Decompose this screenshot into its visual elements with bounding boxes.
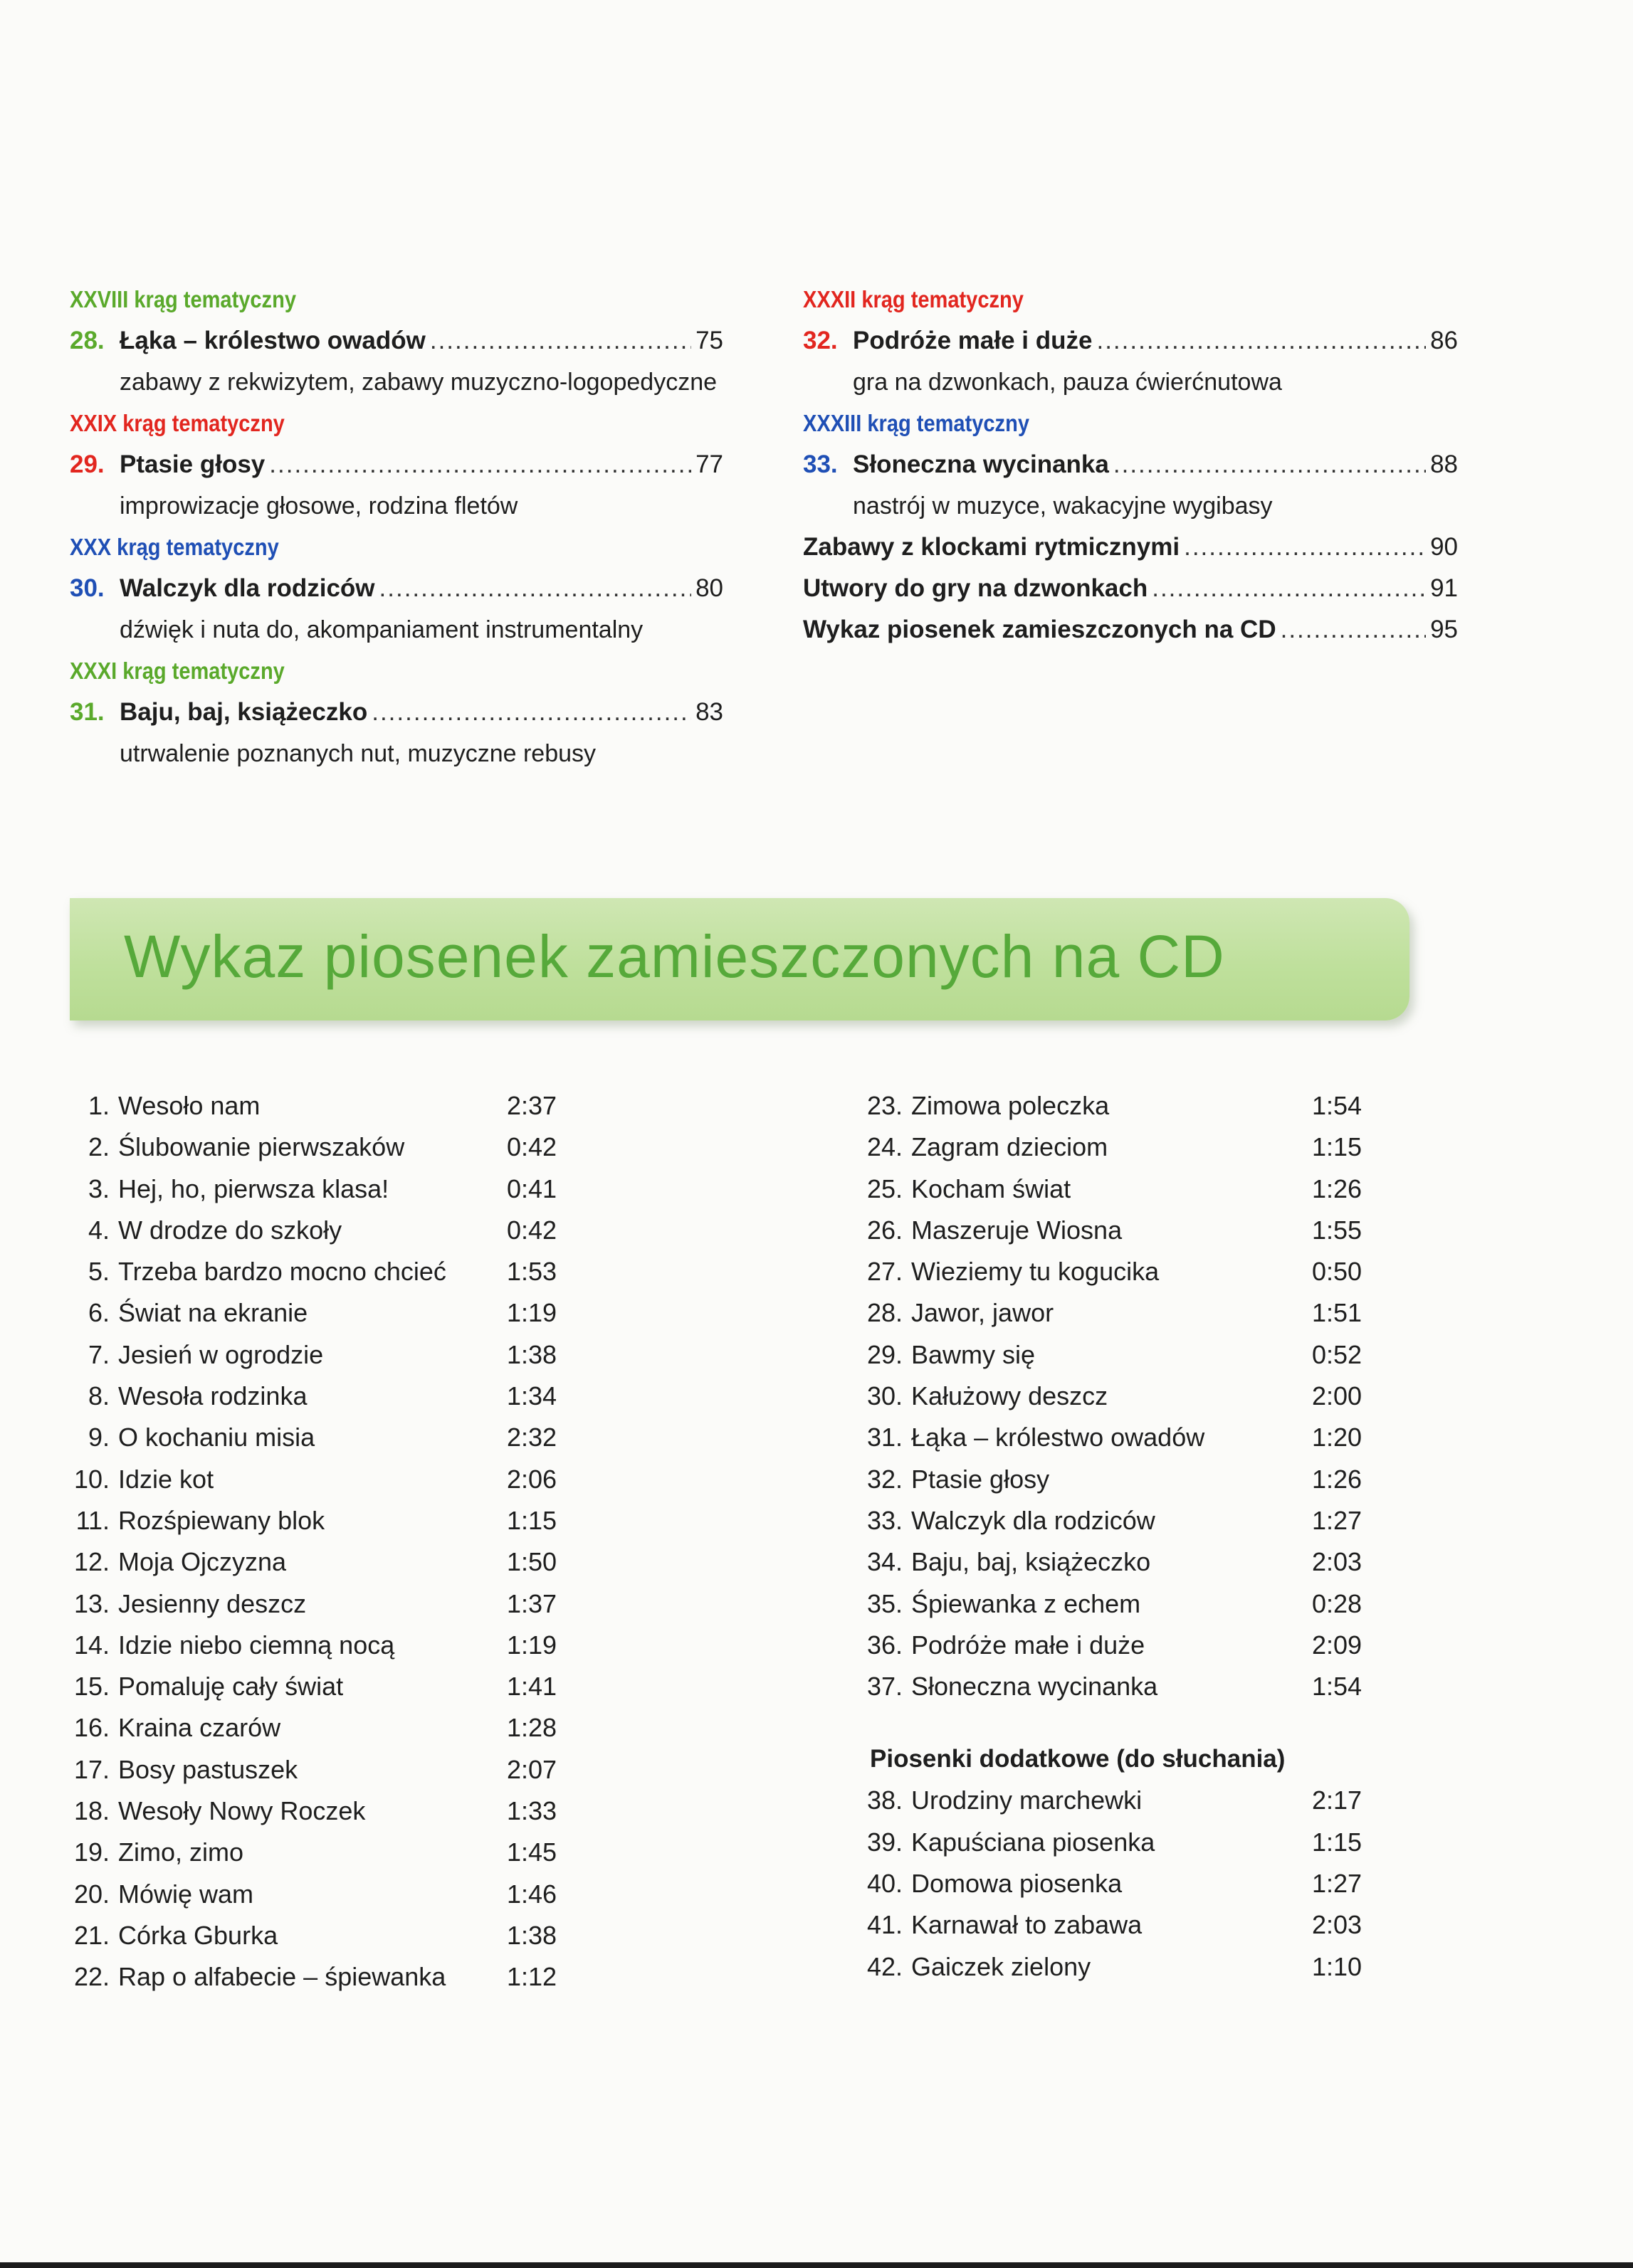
song-number: 10. (73, 1464, 110, 1494)
song-title: Idzie kot (118, 1464, 214, 1494)
page-number: 77 (695, 450, 723, 478)
page-number: 80 (695, 574, 723, 602)
song-number: 33. (866, 1505, 903, 1535)
song-title: W drodze do szkoły (118, 1215, 342, 1245)
song-number: 2. (88, 1132, 110, 1162)
song-row (68, 1541, 581, 1583)
song-duration: 0:42 (507, 1215, 557, 1245)
song-duration: 1:53 (507, 1257, 557, 1287)
song-row (68, 1874, 581, 1915)
song-title: Urodziny marchewki (911, 1786, 1143, 1815)
song-row (68, 1625, 581, 1666)
song-duration: 1:33 (507, 1796, 557, 1826)
toc-left-column (70, 279, 723, 774)
toc-entry (70, 568, 723, 609)
song-number: 21. (73, 1920, 110, 1950)
dot-leader (430, 320, 691, 362)
lesson-number: 31. (70, 698, 105, 726)
song-duration: 1:27 (1312, 1505, 1362, 1535)
song-title: Wesoły Nowy Roczek (118, 1796, 366, 1826)
banner-title: Wykaz piosenek zamieszczonych na CD (124, 923, 1225, 990)
song-row (846, 1334, 1387, 1376)
toc-entry (803, 320, 1458, 362)
song-row (68, 1251, 581, 1292)
toc-extra-entry (803, 527, 1458, 568)
song-list-left (68, 1085, 581, 1998)
song-title: Bawmy się (911, 1339, 1036, 1369)
song-number: 23. (866, 1091, 903, 1120)
theme-circle-heading: XXXII krąg tematyczny (803, 286, 1024, 312)
song-title: Zagram dzieciom (911, 1132, 1108, 1162)
song-row (68, 1707, 581, 1749)
song-duration: 1:41 (507, 1672, 557, 1702)
song-number: 15. (73, 1672, 110, 1702)
toc-right-sections (803, 279, 1458, 527)
song-title: Wesoło nam (118, 1091, 261, 1120)
song-row (846, 1625, 1387, 1666)
song-duration: 1:15 (507, 1505, 557, 1535)
song-title: Jesienny deszcz (118, 1588, 307, 1618)
song-title: Kraina czarów (118, 1713, 281, 1743)
song-duration: 1:10 (1312, 1951, 1362, 1981)
lesson-description: zabawy z rekwizytem, zabawy muzyczno-logopedyczne (120, 369, 718, 396)
song-number: 34. (866, 1547, 903, 1577)
lesson-number: 28. (70, 327, 105, 354)
song-title: Mówię wam (118, 1879, 254, 1909)
song-title: Hej, ho, pierwsza klasa! (118, 1173, 389, 1203)
song-row (68, 1666, 581, 1707)
song-title: Rozśpiewany blok (118, 1505, 325, 1535)
song-number: 18. (73, 1796, 110, 1826)
song-row (846, 1417, 1387, 1458)
song-title: Jesień w ogrodzie (118, 1339, 324, 1369)
song-number: 27. (866, 1257, 903, 1287)
song-title: Ptasie głosy (911, 1464, 1050, 1494)
toc-entry (803, 444, 1458, 485)
song-number: 22. (73, 1962, 110, 1992)
song-row (68, 1417, 581, 1458)
song-row (68, 1169, 581, 1210)
song-row (68, 1127, 581, 1168)
song-number: 38. (866, 1786, 903, 1815)
toc-extra-entry (803, 609, 1458, 650)
song-title: Córka Gburka (118, 1920, 278, 1950)
lesson-title: Podróże małe i duże (853, 327, 1093, 354)
page-bottom-edge (0, 2262, 1633, 2268)
song-duration: 1:37 (507, 1588, 557, 1618)
song-list-banner (70, 898, 1409, 1020)
song-duration: 1:34 (507, 1381, 557, 1411)
song-duration: 1:38 (507, 1339, 557, 1369)
song-title: Gaiczek zielony (911, 1951, 1091, 1981)
lesson-number: 33. (803, 450, 838, 478)
dot-leader (1096, 320, 1426, 362)
song-number: 39. (866, 1827, 903, 1857)
toc-entry (70, 692, 723, 733)
song-title: Moja Ojczyzna (118, 1547, 287, 1577)
song-row (846, 1583, 1387, 1625)
song-duration: 0:50 (1312, 1257, 1362, 1287)
song-number: 24. (866, 1132, 903, 1162)
song-number: 5. (88, 1257, 110, 1287)
song-row (846, 1946, 1387, 1988)
song-number: 40. (866, 1869, 903, 1899)
page-number: 95 (1430, 616, 1458, 643)
toc-extra-entries (803, 527, 1458, 650)
song-row (68, 1085, 581, 1127)
lesson-number: 29. (70, 450, 105, 478)
song-number: 9. (88, 1423, 110, 1452)
song-title: Słoneczna wycinanka (911, 1672, 1158, 1702)
theme-circle-heading: XXXI krąg tematyczny (70, 658, 285, 684)
page-number: 90 (1430, 533, 1458, 561)
dot-leader (1281, 609, 1426, 650)
song-number: 20. (73, 1879, 110, 1909)
song-number: 7. (88, 1339, 110, 1369)
song-row (846, 1666, 1387, 1707)
song-duration: 1:46 (507, 1879, 557, 1909)
song-duration: 0:28 (1312, 1588, 1362, 1618)
song-duration: 1:19 (507, 1298, 557, 1328)
song-row (68, 1956, 581, 1998)
song-title: Bosy pastuszek (118, 1754, 298, 1784)
song-title: Łąka – królestwo owadów (911, 1423, 1205, 1452)
dot-leader (1152, 568, 1426, 609)
song-number: 1. (88, 1091, 110, 1120)
song-number: 14. (73, 1630, 110, 1660)
song-title: Zimowa poleczka (911, 1091, 1110, 1120)
song-duration: 0:41 (507, 1173, 557, 1203)
song-number: 12. (73, 1547, 110, 1577)
song-number: 26. (866, 1215, 903, 1245)
song-title: Świat na ekranie (118, 1298, 308, 1328)
song-number: 30. (866, 1381, 903, 1411)
song-row (68, 1292, 581, 1334)
song-row (846, 1169, 1387, 1210)
lesson-description: improwizacje głosowe, rodzina fletów (120, 492, 518, 519)
page-number: 91 (1430, 574, 1458, 602)
song-title: Kocham świat (911, 1173, 1071, 1203)
song-list-right (846, 1085, 1387, 1988)
song-row (846, 1210, 1387, 1251)
song-duration: 1:19 (507, 1630, 557, 1660)
song-duration: 1:45 (507, 1837, 557, 1867)
song-duration: 2:03 (1312, 1910, 1362, 1940)
song-row (846, 1251, 1387, 1292)
song-list-extra (846, 1780, 1387, 1987)
song-number: 11. (75, 1505, 110, 1535)
dot-leader (1184, 527, 1426, 568)
section-title: Utwory do gry na dzwonkach (803, 574, 1148, 602)
song-number: 19. (73, 1837, 110, 1867)
song-duration: 1:26 (1312, 1464, 1362, 1494)
lesson-title: Baju, baj, książeczko (120, 698, 368, 726)
song-duration: 1:50 (507, 1547, 557, 1577)
song-row (68, 1500, 581, 1541)
lesson-title: Słoneczna wycinanka (853, 450, 1109, 478)
lesson-title: Łąka – królestwo owadów (120, 327, 426, 354)
section-title: Zabawy z klockami rytmicznymi (803, 533, 1180, 561)
page-number: 86 (1430, 327, 1458, 354)
song-title: Wieziemy tu kogucika (911, 1257, 1160, 1287)
song-row (846, 1780, 1387, 1821)
song-title: Maszeruje Wiosna (911, 1215, 1123, 1245)
song-duration: 1:54 (1312, 1672, 1362, 1702)
dot-leader (372, 692, 691, 733)
song-number: 17. (73, 1754, 110, 1784)
song-duration: 1:20 (1312, 1423, 1362, 1452)
song-row (846, 1376, 1387, 1417)
song-duration: 2:07 (507, 1754, 557, 1784)
lesson-description: dźwięk i nuta do, akompaniament instrumentalny (120, 616, 644, 643)
song-number: 29. (866, 1339, 903, 1369)
song-duration: 1:26 (1312, 1173, 1362, 1203)
song-title: Wesoła rodzinka (118, 1381, 308, 1411)
song-number: 31. (866, 1423, 903, 1452)
song-title: Baju, baj, książeczko (911, 1547, 1151, 1577)
song-number: 35. (866, 1588, 903, 1618)
lesson-number: 32. (803, 327, 838, 354)
section-title: Wykaz piosenek zamieszczonych na CD (803, 616, 1276, 643)
song-duration: 1:27 (1312, 1869, 1362, 1899)
song-row (68, 1210, 581, 1251)
page-number: 83 (695, 698, 723, 726)
song-row (846, 1822, 1387, 1863)
song-title: Podróże małe i duże (911, 1630, 1145, 1660)
song-number: 36. (866, 1630, 903, 1660)
page-number: 88 (1430, 450, 1458, 478)
song-duration: 0:42 (507, 1132, 557, 1162)
theme-circle-heading: XXVIII krąg tematyczny (70, 286, 296, 312)
song-duration: 2:37 (507, 1091, 557, 1120)
song-title: Rap o alfabecie – śpiewanka (118, 1962, 446, 1992)
dot-leader (269, 444, 691, 485)
song-title: Pomaluję cały świat (118, 1672, 344, 1702)
song-row (68, 1583, 581, 1625)
song-title: Domowa piosenka (911, 1869, 1123, 1899)
song-duration: 2:03 (1312, 1547, 1362, 1577)
lesson-title: Walczyk dla rodziców (120, 574, 375, 602)
song-title: Idzie niebo ciemną nocą (118, 1630, 395, 1660)
toc-right-column (803, 279, 1458, 650)
toc-entry (70, 444, 723, 485)
lesson-title: Ptasie głosy (120, 450, 266, 478)
song-number: 3. (88, 1173, 110, 1203)
song-title: Walczyk dla rodziców (911, 1505, 1155, 1535)
song-row (846, 1541, 1387, 1583)
song-row (68, 1915, 581, 1956)
song-row (68, 1459, 581, 1500)
page-number: 75 (695, 327, 723, 354)
song-duration: 1:54 (1312, 1091, 1362, 1120)
song-title: Trzeba bardzo mocno chcieć (118, 1257, 446, 1287)
song-duration: 0:52 (1312, 1339, 1362, 1369)
song-title: Kapuściana piosenka (911, 1827, 1155, 1857)
song-duration: 1:15 (1312, 1132, 1362, 1162)
song-title: Zimo, zimo (118, 1837, 244, 1867)
song-title: O kochaniu misia (118, 1423, 315, 1452)
lesson-number: 30. (70, 574, 105, 602)
song-row (68, 1790, 581, 1832)
song-number: 8. (88, 1381, 110, 1411)
dot-leader (1113, 444, 1426, 485)
song-row (846, 1085, 1387, 1127)
song-duration: 1:51 (1312, 1298, 1362, 1328)
song-duration: 1:15 (1312, 1827, 1362, 1857)
lesson-description: utrwalenie poznanych nut, muzyczne rebusy (120, 740, 597, 767)
song-title: Śpiewanka z echem (911, 1588, 1141, 1618)
song-number: 13. (73, 1588, 110, 1618)
song-row (846, 1459, 1387, 1500)
song-duration: 1:12 (507, 1962, 557, 1992)
theme-circle-heading: XXXIII krąg tematyczny (803, 410, 1029, 436)
song-duration: 2:09 (1312, 1630, 1362, 1660)
theme-circle-heading: XXIX krąg tematyczny (70, 410, 285, 436)
song-duration: 2:32 (507, 1423, 557, 1452)
song-number: 16. (73, 1713, 110, 1743)
song-row (846, 1863, 1387, 1904)
toc-extra-entry (803, 568, 1458, 609)
song-number: 25. (866, 1173, 903, 1203)
song-row (846, 1292, 1387, 1334)
song-duration: 2:17 (1312, 1786, 1362, 1815)
song-row (68, 1832, 581, 1873)
song-duration: 2:06 (507, 1464, 557, 1494)
lesson-description: nastrój w muzyce, wakacyjne wygibasy (853, 492, 1273, 519)
extra-songs-heading: Piosenki dodatkowe (do słuchania) (870, 1745, 1286, 1773)
song-list-main (846, 1085, 1387, 1707)
song-number: 42. (866, 1951, 903, 1981)
song-title: Kałużowy deszcz (911, 1381, 1108, 1411)
song-number: 41. (866, 1910, 903, 1940)
song-number: 6. (88, 1298, 110, 1328)
song-row (68, 1376, 581, 1417)
song-row (68, 1334, 581, 1376)
lesson-description: gra na dzwonkach, pauza ćwierćnutowa (853, 369, 1282, 396)
song-number: 28. (866, 1298, 903, 1328)
song-row (68, 1749, 581, 1790)
song-title: Ślubowanie pierwszaków (118, 1132, 405, 1162)
song-duration: 1:38 (507, 1920, 557, 1950)
song-title: Jawor, jawor (911, 1298, 1054, 1328)
song-number: 4. (88, 1215, 110, 1245)
song-row (846, 1500, 1387, 1541)
song-row (846, 1127, 1387, 1168)
toc-entry (70, 320, 723, 362)
song-duration: 1:55 (1312, 1215, 1362, 1245)
theme-circle-heading: XXX krąg tematyczny (70, 534, 279, 560)
song-title: Karnawał to zabawa (911, 1910, 1143, 1940)
song-row (846, 1904, 1387, 1946)
song-number: 32. (866, 1464, 903, 1494)
song-duration: 1:28 (507, 1713, 557, 1743)
song-number: 37. (866, 1672, 903, 1702)
song-duration: 2:00 (1312, 1381, 1362, 1411)
dot-leader (379, 568, 692, 609)
